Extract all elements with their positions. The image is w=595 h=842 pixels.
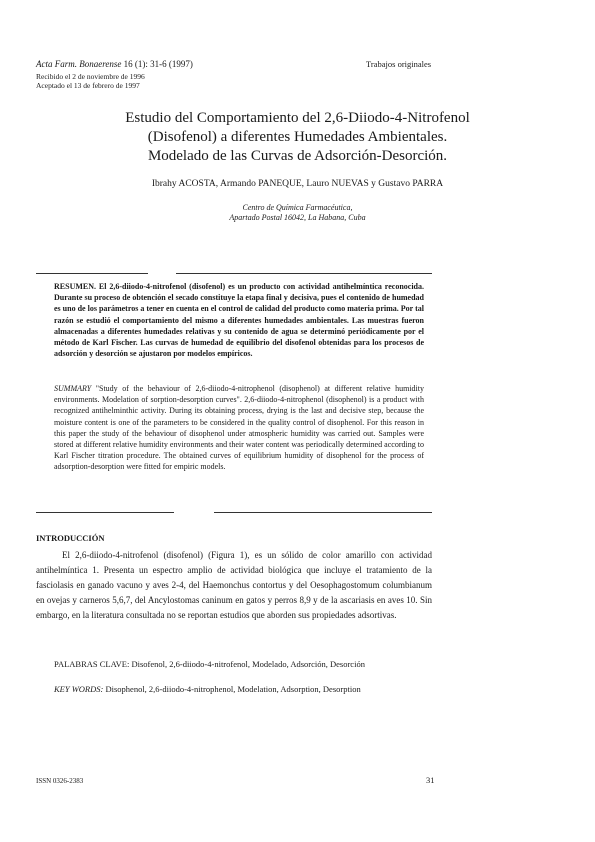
abstract-english xyxy=(54,383,424,473)
keywords-en-label: KEY WORDS: xyxy=(54,684,104,694)
section-heading-introduction: INTRODUCCIÓN xyxy=(36,533,105,543)
affiliation-address: Apartado Postal 16042, La Habana, Cuba xyxy=(229,213,366,222)
author-list: Ibrahy ACOSTA, Armando PANEQUE, Lauro NUEVAS y Gustavo PARRA xyxy=(151,179,444,189)
affiliation-institution: Centro de Química Farmacéutica, xyxy=(242,203,353,212)
accepted-date: Aceptado el 13 de febrero de 1997 xyxy=(36,81,140,90)
separator-rule-left xyxy=(36,512,174,513)
affiliation xyxy=(0,203,595,223)
separator-rule-right xyxy=(176,273,432,274)
introduction-paragraph: El 2,6-diiodo-4-nitrofenol (disofenol) (Figura 1), es un sólido de color amarillo con actividad antihelmíntica 1. Presenta un espectro amplio de actividad biológica que incluye el tratamiento de la fasciolasis en ganado vacuno y aves 2-4, del Haemonchus contortus y del Oesophagostomum columbianum en ovejas y carneros 5,6,7, del Ancylostomas caninum en gatos y perros 8,9 y de la ascariasis en aves 10. Sin embargo, en la literatura consultada no se reportan estudios que aborden sus propiedades adsortivas. xyxy=(36,550,432,620)
keywords-es-label: PALABRAS CLAVE: xyxy=(54,659,130,669)
page-number: 31 xyxy=(426,775,435,785)
keywords-en-text: Disophenol, 2,6-diiodo-4-nitrophenol, Modelation, Adsorption, Desorption xyxy=(103,684,361,694)
journal-citation xyxy=(36,59,193,69)
journal-volume-pages: 16 (1): 31-6 (1997) xyxy=(123,59,193,69)
journal-name: Acta Farm. Bonaerense xyxy=(36,59,122,69)
received-date: Recibido el 2 de noviembre de 1996 xyxy=(36,72,145,81)
keywords-english xyxy=(54,684,361,694)
section-label: Trabajos originales xyxy=(366,59,432,69)
issn: ISSN 0326-2383 xyxy=(36,777,84,785)
keywords-spanish xyxy=(54,658,432,671)
separator-rule-right xyxy=(214,512,432,513)
separator-rule-left xyxy=(36,273,148,274)
abstract-spanish: RESUMEN. El 2,6-diiodo-4-nitrofenol (disofenol) es un producto con actividad antihelmíntica reconocida. Durante su proceso de obtención el secado constituye la etapa final y decisiva, pues el contenido de humedad es uno de los parámetros a tener en cuenta en el control de calidad del producto como materia prima. Por tal razón se estudió el comportamiento del mismo a diferentes humedades ambientales. Las muestras fueron almacenadas a diferentes humedades relativas y su contenido de agua se determinó periódicamente por el método de Karl Fischer. Las curvas de humedad de equilibrio del disofenol obtenidas para los procesos de adsorción y desorción se ajustaron por modelos empíricos. xyxy=(54,282,424,359)
keywords-es-text: Disofenol, 2,6-diiodo-4-nitrofenol, Modelado, Adsorción, Desorción xyxy=(129,659,365,669)
submission-dates xyxy=(36,72,145,90)
title-line: Estudio del Comportamiento del 2,6-Diiodo-4-Nitrofenol xyxy=(125,110,470,126)
summary-label: SUMMARY xyxy=(54,384,92,393)
title-line: (Disofenol) a diferentes Humedades Ambientales. xyxy=(147,129,448,145)
summary-text: "Study of the behaviour of 2,6-diiodo-4-nitrophenol (disophenol) at different relative humidity environments. Modelation of sorption-desorption curves". 2,6-diiodo-4-nitrophenol (disophenol) is a product with recognized antihelminthic activity. During its obtaining process, drying is the last and decisive step, because the moisture content is one of the parameters to be considered in the quality control of disophenol. For this reason in this paper the study of the behaviour of disophenol under atmospheric humidity was carried out. Samples were stored at different relative humidity environments and their water content was periodically determined according to Karl Fischer titration procedure. The obtained curves of equilibrium humidity of disophenol for the process of adsorption-desorption were fitted for empiric models. xyxy=(54,384,424,472)
title-line: Modelado de las Curvas de Adsorción-Desorción. xyxy=(147,148,448,164)
paper-title xyxy=(0,109,595,166)
